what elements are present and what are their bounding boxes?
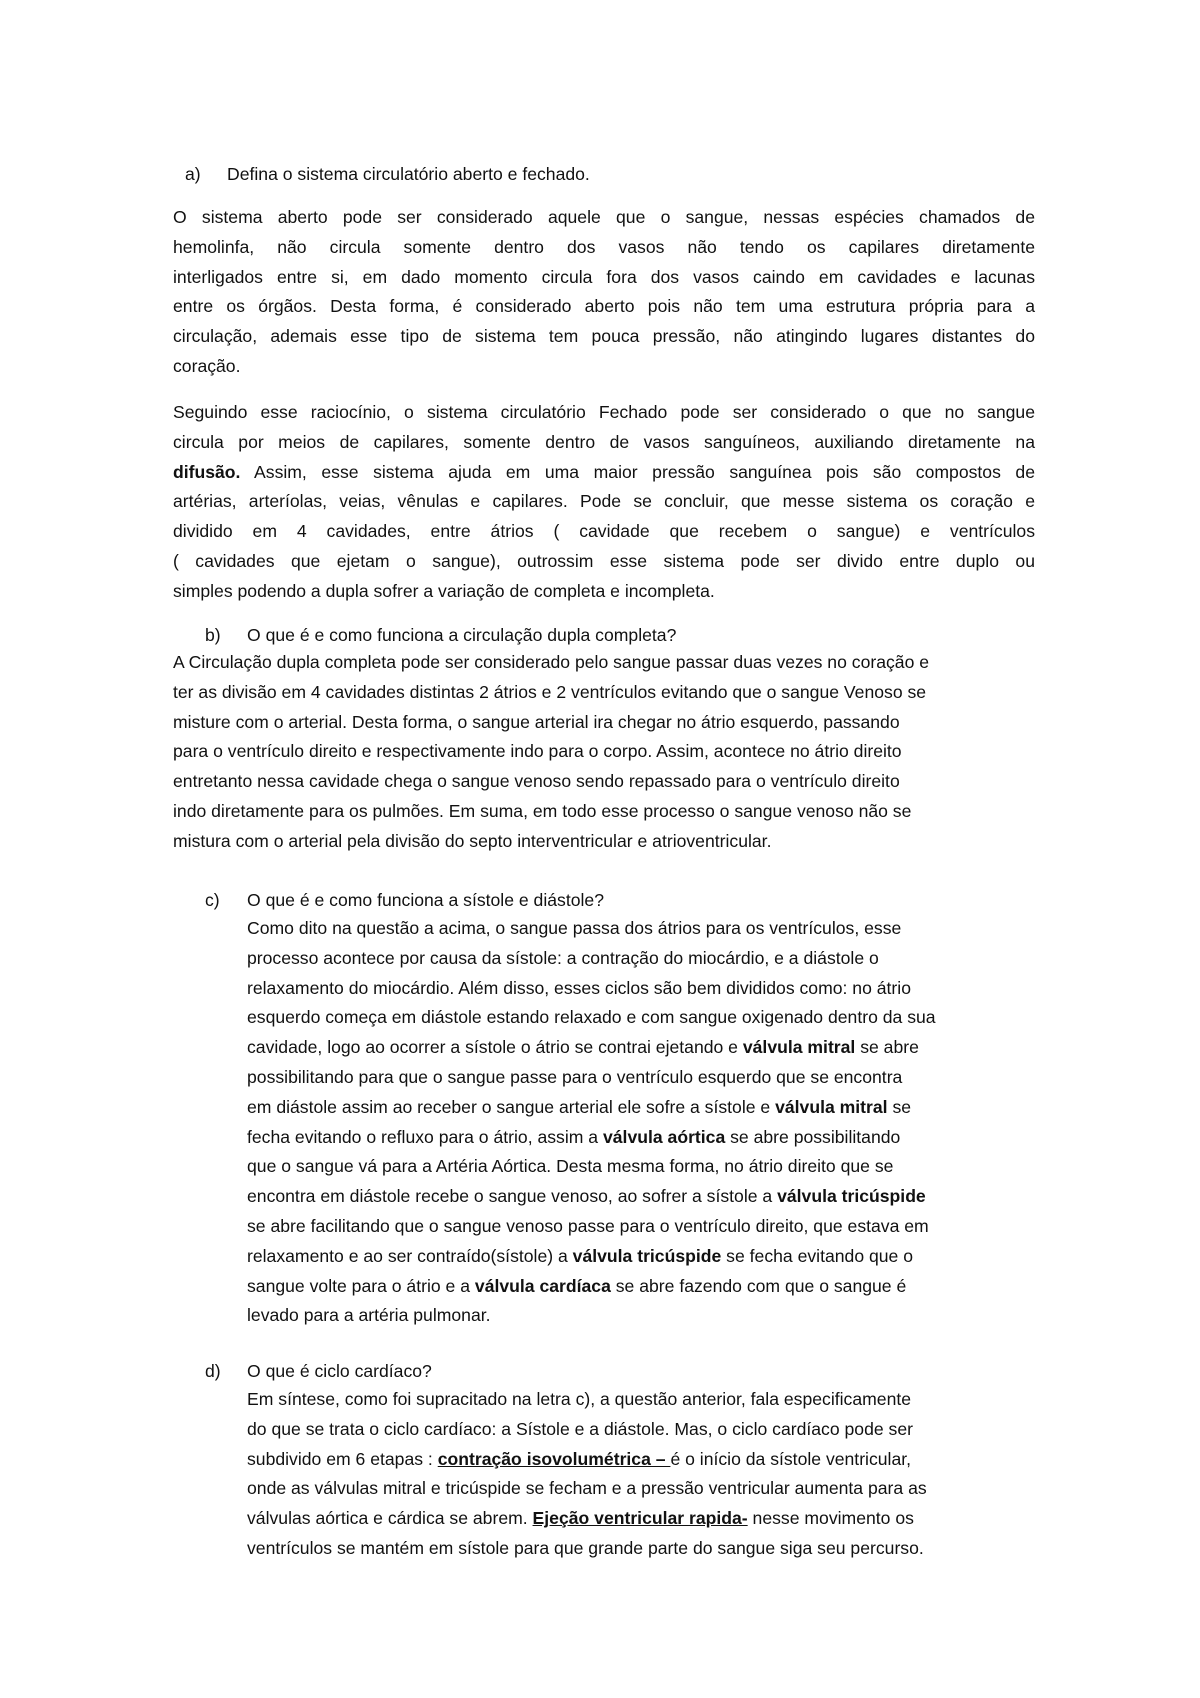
underlined-term: Ejeção ventricular rapida- <box>532 1508 748 1529</box>
text-line: processo acontece por causa da sístole: a contração do miocárdio, e a diástole o <box>247 947 879 968</box>
question-d-title: O que é ciclo cardíaco? <box>247 1361 432 1381</box>
text-line <box>247 1033 1047 1063</box>
text-fragment: se fecha evitando que o <box>721 1245 914 1266</box>
text-line <box>247 1182 1047 1212</box>
text-line: artérias, arteríolas, veias, vênulas e capilares. Pode se concluir, que messe sistema os coração e <box>173 491 1035 512</box>
text-line: dividido em 4 cavidades, entre átrios ( cavidade que recebem o sangue) e ventrículos <box>173 521 1035 542</box>
text-fragment: subdivido em 6 etapas : <box>247 1448 438 1469</box>
text-line: simples podendo a dupla sofrer a variação de completa e incompleta. <box>173 580 715 601</box>
bold-term: válvula aórtica <box>602 1126 726 1147</box>
text-line: ter as divisão em 4 cavidades distintas 2 átrios e 2 ventrículos evitando que o sangue Venoso se <box>173 681 927 702</box>
text-line: ventrículos se mantém em sístole para que grande parte do sangue siga seu percurso. <box>247 1537 924 1558</box>
paragraph-open-system <box>173 203 1035 382</box>
text-fragment: Assim, esse sistema ajuda em uma maior pressão sanguínea pois são compostos de <box>240 461 1035 482</box>
bold-term: válvula tricúspide <box>572 1245 722 1266</box>
text-fragment: se abre <box>855 1037 919 1058</box>
text-line: mistura com o arterial pela divisão do septo interventricular e atrioventricular. <box>173 830 772 851</box>
bold-term: válvula mitral <box>775 1096 888 1117</box>
text-line: Como dito na questão a acima, o sangue passa dos átrios para os ventrículos, esse <box>247 918 902 938</box>
text-fragment: em diástole assim ao receber o sangue arterial ele sofre a sístole e <box>247 1096 776 1117</box>
text-fragment: válvulas aórtica e cárdica se abrem. <box>247 1508 533 1529</box>
text-line: indo diretamente para os pulmões. Em suma, em todo esse processo o sangue venoso não se <box>173 800 912 821</box>
text-line: Seguindo esse raciocínio, o sistema circulatório Fechado pode ser considerado o que no sangue <box>173 402 1035 422</box>
text-line <box>247 1272 1047 1302</box>
text-line: levado para a artéria pulmonar. <box>247 1305 491 1326</box>
text-line: do que se trata o ciclo cardíaco: a Sístole e a diástole. Mas, o ciclo cardíaco pode ser <box>247 1418 913 1439</box>
text-line: circula por meios de capilares, somente dentro de vasos sanguíneos, auxiliando diretamente na <box>173 431 1035 452</box>
text-fragment: encontra em diástole recebe o sangue venoso, ao sofrer a sístole a <box>247 1186 778 1207</box>
question-b-title: O que é e como funciona a circulação dupla completa? <box>247 625 677 645</box>
text-line: entre os órgãos. Desta forma, é considerado aberto pois não tem uma estrutura própria para a <box>173 296 1035 317</box>
question-d-heading <box>205 1356 432 1386</box>
text-line: O sistema aberto pode ser considerado aquele que o sangue, nessas espécies chamados de <box>173 207 1035 227</box>
text-line: relaxamento do miocárdio. Além disso, esses ciclos são bem divididos como: no átrio <box>247 977 911 998</box>
text-line: misture com o arterial. Desta forma, o sangue arterial ira chegar no átrio esquerdo, passando <box>173 711 900 732</box>
bold-term: válvula cardíaca <box>474 1275 611 1296</box>
question-c-heading <box>205 885 604 915</box>
text-fragment: nesse movimento os <box>747 1508 914 1529</box>
text-fragment: se <box>887 1096 912 1117</box>
paragraph-cardiac-cycle <box>247 1385 1067 1564</box>
text-line <box>247 1242 1047 1272</box>
text-fragment: sangue volte para o átrio e a <box>247 1275 475 1296</box>
underlined-term: contração isovolumétrica – <box>437 1448 671 1469</box>
text-line: para o ventrículo direito e respectivamente indo para o corpo. Assim, acontece no átrio direito <box>173 741 902 762</box>
text-line <box>247 1093 1047 1123</box>
text-fragment: cavidade, logo ao ocorrer a sístole o átrio se contrai ejetando e <box>247 1037 743 1058</box>
text-line: hemolinfa, não circula somente dentro dos vasos não tendo os capilares diretamente <box>173 236 1035 257</box>
paragraph-closed-system <box>173 398 1035 607</box>
text-line: circulação, ademais esse tipo de sistema tem pouca pressão, não atingindo lugares distantes do <box>173 326 1035 347</box>
paragraph-double-circulation <box>173 648 1035 857</box>
question-a-title: Defina o sistema circulatório aberto e fechado. <box>227 164 590 184</box>
text-line: coração. <box>173 355 241 376</box>
paragraph-systole-diastole <box>247 914 1047 1331</box>
question-b-heading <box>205 620 676 650</box>
bold-term: válvula tricúspide <box>777 1186 926 1207</box>
text-line: onde as válvulas mitral e tricúspide se fecham e a pressão ventricular aumenta para as <box>247 1478 927 1499</box>
text-line: que o sangue vá para a Artéria Aórtica. Desta mesma forma, no átrio direito que se <box>247 1156 894 1177</box>
text-line <box>247 1504 1067 1534</box>
question-d-label: d) <box>205 1361 221 1381</box>
text-fragment: se abre fazendo com que o sangue é <box>610 1275 907 1296</box>
text-line <box>247 1445 1067 1475</box>
text-line: entretanto nessa cavidade chega o sangue venoso sendo repassado para o ventrículo direito <box>173 771 900 792</box>
question-a-label: a) <box>185 164 201 184</box>
text-line <box>173 458 1035 488</box>
text-line: esquerdo começa em diástole estando relaxado e com sangue oxigenado dentro da sua <box>247 1007 936 1028</box>
text-line: se abre facilitando que o sangue venoso passe para o ventrículo direito, que estava em <box>247 1215 929 1236</box>
text-line: A Circulação dupla completa pode ser considerado pelo sangue passar duas vezes no coração e <box>173 652 930 672</box>
text-line: ( cavidades que ejetam o sangue), outrossim esse sistema pode ser divido entre duplo ou <box>173 550 1035 571</box>
text-fragment: fecha evitando o refluxo para o átrio, assim a <box>247 1126 603 1147</box>
text-line <box>247 1123 1047 1153</box>
text-fragment: é o início da sístole ventricular, <box>670 1448 912 1469</box>
bold-term: válvula mitral <box>742 1037 856 1058</box>
question-b-label: b) <box>205 625 221 645</box>
bold-term: difusão. <box>173 461 241 482</box>
text-fragment: relaxamento e ao ser contraído(sístole) a <box>247 1245 573 1266</box>
text-fragment: se abre possibilitando <box>725 1126 901 1147</box>
text-line: Em síntese, como foi supracitado na letra c), a questão anterior, fala especificamente <box>247 1389 912 1409</box>
question-a-heading <box>185 159 590 189</box>
text-line: interligados entre si, em dado momento circula fora dos vasos caindo em cavidades e lacunas <box>173 266 1035 287</box>
question-c-label: c) <box>205 890 220 910</box>
question-c-title: O que é e como funciona a sístole e diástole? <box>247 890 604 910</box>
text-line: possibilitando para que o sangue passe para o ventrículo esquerdo que se encontra <box>247 1066 903 1087</box>
